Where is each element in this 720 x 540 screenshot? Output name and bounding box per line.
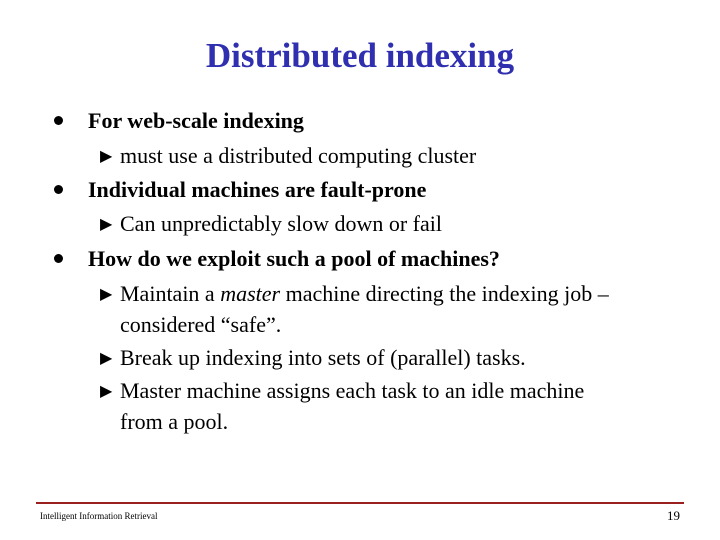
footer-divider — [36, 502, 684, 504]
sub-bullet-text: Break up indexing into sets of (parallel) tasks. — [120, 345, 526, 370]
sub-bullet-item — [100, 209, 680, 240]
sub-bullet-continuation: considered “safe”. — [120, 312, 282, 337]
triangle-bullet-icon: ▶ — [100, 148, 113, 165]
sub-bullet-text: Master machine assigns each task to an idle machine — [120, 378, 585, 403]
triangle-bullet-icon: ▶ — [100, 216, 113, 233]
bullet-item — [52, 108, 304, 134]
sub-bullet-continuation: from a pool. — [120, 409, 229, 434]
bullet-dot-icon — [52, 246, 88, 272]
bullet-dot-icon — [52, 177, 88, 203]
sub-bullet-item — [100, 343, 680, 374]
triangle-bullet-icon: ▶ — [100, 286, 113, 303]
footer-course-name: Intelligent Information Retrieval — [40, 511, 158, 521]
triangle-bullet-icon: ▶ — [100, 383, 113, 400]
triangle-bullet-icon: ▶ — [100, 350, 113, 367]
sub-bullet-item — [100, 141, 680, 172]
slide-title: Distributed indexing — [205, 36, 515, 75]
bullet-text: How do we exploit such a pool of machines? — [88, 246, 500, 271]
emphasized-word: master — [220, 281, 281, 306]
bullet-text: Individual machines are fault-prone — [88, 177, 427, 202]
sub-bullet-item — [100, 376, 680, 437]
bullet-dot-icon — [52, 108, 88, 134]
sub-bullet-text-part: machine directing the indexing job – — [280, 281, 609, 306]
bullet-item — [52, 246, 500, 272]
sub-bullet-text: must use a distributed computing cluster — [120, 143, 477, 168]
sub-bullet-text-part: Maintain a — [120, 281, 221, 306]
bullet-item — [52, 177, 426, 203]
bullet-text: For web-scale indexing — [88, 108, 304, 133]
page-number: 19 — [667, 508, 680, 523]
sub-bullet-item — [100, 279, 680, 340]
sub-bullet-text: Can unpredictably slow down or fail — [120, 211, 442, 236]
